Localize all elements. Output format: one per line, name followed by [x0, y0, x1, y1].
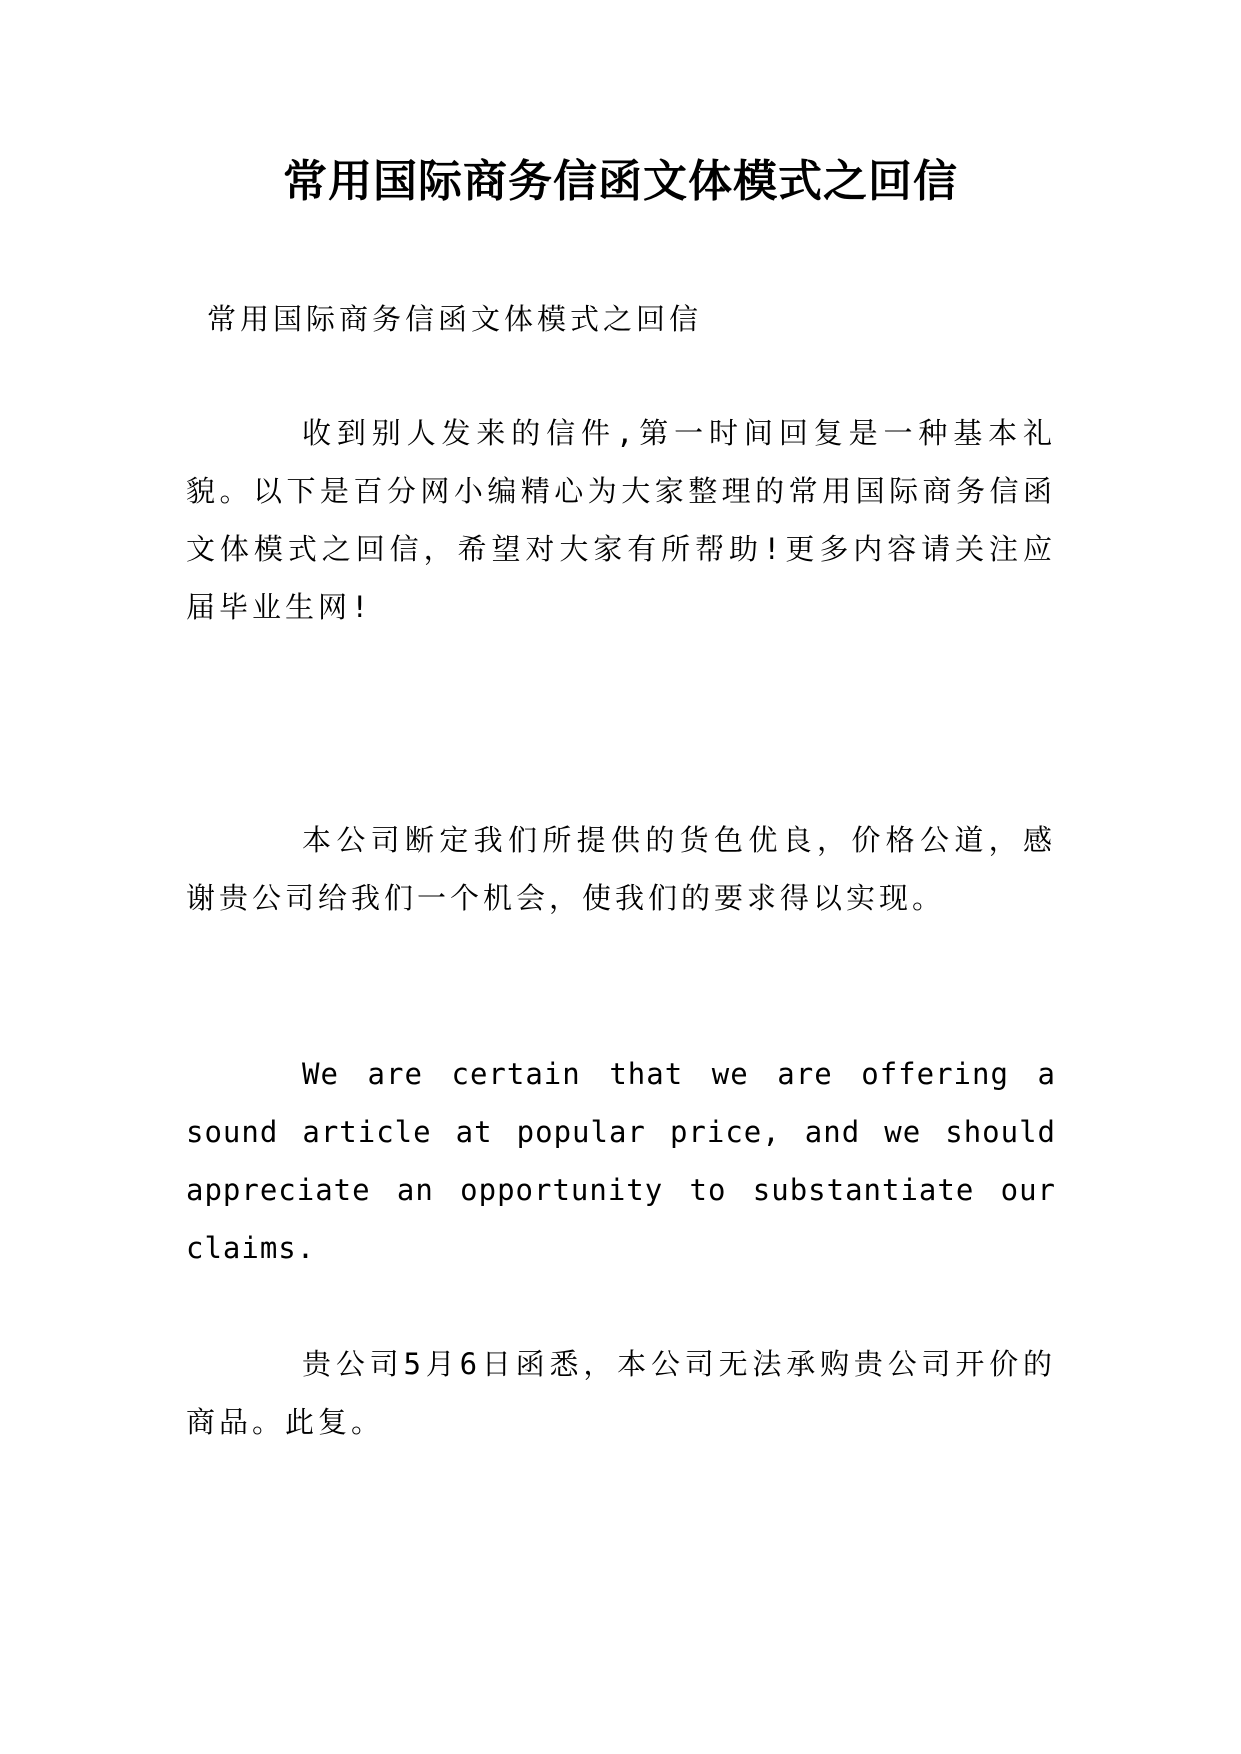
paragraph-english-reply: We are certain that we are offering a sound article at popular price, and we should appreciate an opportunity to substantiate our claims.: [186, 1057, 1056, 1265]
document-subtitle: 常用国际商务信函文体模式之回信: [207, 302, 703, 336]
document-title: 常用国际商务信函文体模式之回信: [283, 156, 958, 207]
paragraph-chinese-reply-2: 贵公司5月6日函悉，本公司无法承购贵公司开价的商品。此复。: [186, 1347, 1056, 1439]
paragraph-chinese-reply-1: 本公司断定我们所提供的货色优良，价格公道，感谢贵公司给我们一个机会，使我们的要求得以实现。: [186, 823, 1056, 915]
paragraph-intro: 收到别人发来的信件,第一时间回复是一种基本礼貌。以下是百分网小编精心为大家整理的常用国际商务信函文体模式之回信，希望对大家有所帮助!更多内容请关注应届毕业生网!: [186, 416, 1056, 624]
